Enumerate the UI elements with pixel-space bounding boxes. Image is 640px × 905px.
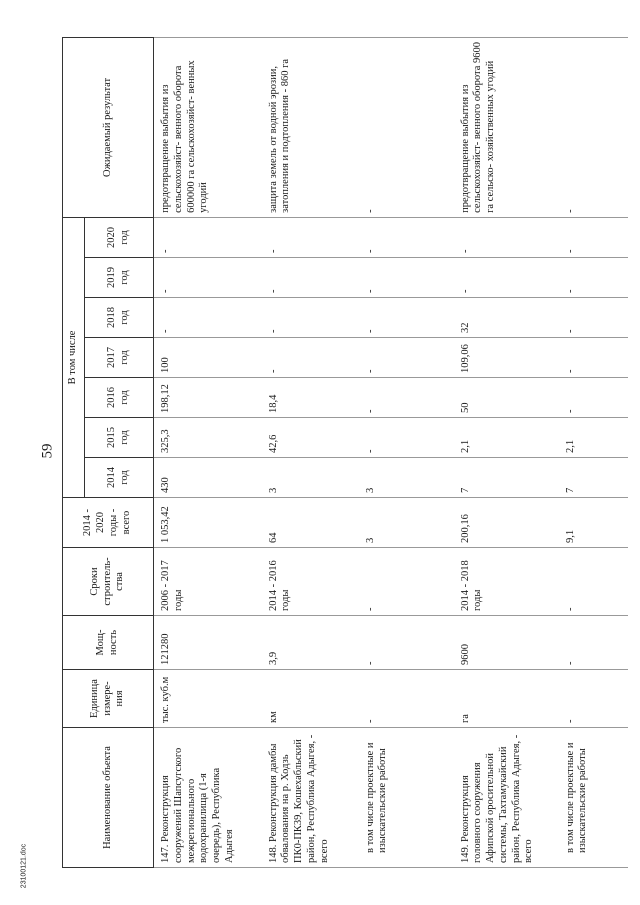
row-2017: 109,06: [454, 338, 562, 378]
row-terms: 2014 - 2016 годы: [262, 548, 362, 616]
footer-code: 23100121.doc: [20, 843, 28, 889]
row-2018: 32: [454, 298, 562, 338]
row-2016: 50: [454, 378, 562, 418]
row-unit: км: [262, 670, 362, 728]
header-year-2020: 2020 год: [84, 217, 153, 257]
row-2019: -: [154, 258, 262, 298]
header-terms: Сроки строитель- ства: [63, 548, 154, 616]
row-2016: -: [562, 378, 628, 418]
row-2015: 2,1: [562, 418, 628, 458]
header-capacity: Мощ- ность: [63, 616, 154, 670]
row-terms: 2006 - 2017 годы: [154, 548, 262, 616]
row-capacity: 3,9: [262, 616, 362, 670]
header-year-2014: 2014 год: [84, 458, 153, 498]
row-result: защита земель от водной эрозии, затопления и подтопления - 860 га: [262, 37, 362, 217]
row-capacity: -: [362, 616, 454, 670]
row-2015: 2,1: [454, 418, 562, 458]
row-2018: -: [262, 298, 362, 338]
row-2019: -: [454, 258, 562, 298]
footer-code-wrap: [14, 836, 34, 896]
row-2020: -: [362, 217, 454, 257]
row-2014: 430: [154, 458, 262, 498]
row-2014: 7: [454, 458, 562, 498]
row-result: -: [562, 37, 628, 217]
row-2020: -: [454, 217, 562, 257]
row-number: 147.: [160, 844, 171, 863]
table-row: [562, 37, 628, 867]
row-total: 9,1: [562, 498, 628, 548]
row-name: Реконструкция сооружений Шапсугского межрегионального водохранилища (1-я очередь), Республика Адыгея: [160, 747, 235, 863]
row-total: 64: [262, 498, 362, 548]
row-name: в том числе проектные и изыскательские работы: [564, 742, 589, 853]
header-year-2016: 2016 год: [84, 378, 153, 418]
row-name: в том числе проектные и изыскательские работы: [364, 742, 389, 853]
row-capacity: -: [562, 616, 628, 670]
row-2019: -: [362, 258, 454, 298]
row-2017: 100: [154, 338, 262, 378]
table-row: [154, 37, 262, 867]
row-number: 149.: [459, 844, 471, 863]
row-total: 200,16: [454, 498, 562, 548]
row-2015: 325,3: [154, 418, 262, 458]
row-unit: -: [562, 670, 628, 728]
header-year-2017: 2017 год: [84, 338, 153, 378]
row-2014: 7: [562, 458, 628, 498]
row-2016: 18,4: [262, 378, 362, 418]
row-2014: 3: [262, 458, 362, 498]
row-2016: 198,12: [154, 378, 262, 418]
row-2015: -: [362, 418, 454, 458]
row-2020: -: [262, 217, 362, 257]
row-unit: га: [454, 670, 562, 728]
row-terms: 2014 - 2018 годы: [454, 548, 562, 616]
row-result: предотвращение выбытия из сельскохозяйст- венного оборота 600000 га сельскохозяйст- венных угодий: [154, 37, 262, 217]
row-unit: -: [362, 670, 454, 728]
header-total: 2014 - 2020 годы - всего: [63, 498, 154, 548]
table-row: [454, 37, 562, 867]
header-name: Наименование объекта: [63, 728, 154, 868]
row-2015: 42,6: [262, 418, 362, 458]
investment-objects-table: [62, 37, 628, 868]
row-name-cell: [454, 728, 562, 868]
row-name-cell: [362, 728, 454, 868]
row-2020: -: [562, 217, 628, 257]
rotated-table-container: [62, 38, 622, 868]
row-2017: -: [262, 338, 362, 378]
row-2014: 3: [362, 458, 454, 498]
header-year-2019: 2019 год: [84, 258, 153, 298]
row-total: 3: [362, 498, 454, 548]
row-capacity: 9600: [454, 616, 562, 670]
row-total: 1 053,42: [154, 498, 262, 548]
row-name: Реконструкция дамбы обвалования на р. Ходзь ПК0-ПК39, Кошехабльский район, Республика Адыгея, - всего: [267, 734, 330, 863]
row-2020: -: [154, 217, 262, 257]
row-capacity: 121280: [154, 616, 262, 670]
row-2018: -: [362, 298, 454, 338]
row-2017: -: [562, 338, 628, 378]
row-name-cell: [562, 728, 628, 868]
row-name: Реконструкция головного сооружения Афипской оросительной системы, Тахтамукайский район, Республика Адыгея, - всего: [459, 734, 535, 863]
table-row: [362, 37, 454, 867]
row-unit: тыс. куб.м: [154, 670, 262, 728]
header-year-2015: 2015 год: [84, 418, 153, 458]
row-2018: -: [154, 298, 262, 338]
page-number-wrap: [37, 438, 59, 464]
row-number: 148.: [267, 844, 279, 863]
table-row: [262, 37, 362, 867]
row-2017: -: [362, 338, 454, 378]
row-name-cell: [262, 728, 362, 868]
row-2018: -: [562, 298, 628, 338]
row-terms: -: [362, 548, 454, 616]
row-result: предотвращение выбытия из сельскохозяйст- венного оборота 9600 га сельско- хозяйственных угодий: [454, 37, 562, 217]
row-terms: -: [562, 548, 628, 616]
row-2019: -: [562, 258, 628, 298]
header-including: В том числе: [63, 217, 85, 497]
header-unit: Единица измере- ния: [63, 670, 154, 728]
header-year-2018: 2018 год: [84, 298, 153, 338]
row-result: -: [362, 37, 454, 217]
header-result: Ожидаемый результат: [63, 37, 154, 217]
row-name-cell: [154, 728, 262, 868]
row-2016: -: [362, 378, 454, 418]
row-2019: -: [262, 258, 362, 298]
page-number: 59: [39, 443, 56, 459]
